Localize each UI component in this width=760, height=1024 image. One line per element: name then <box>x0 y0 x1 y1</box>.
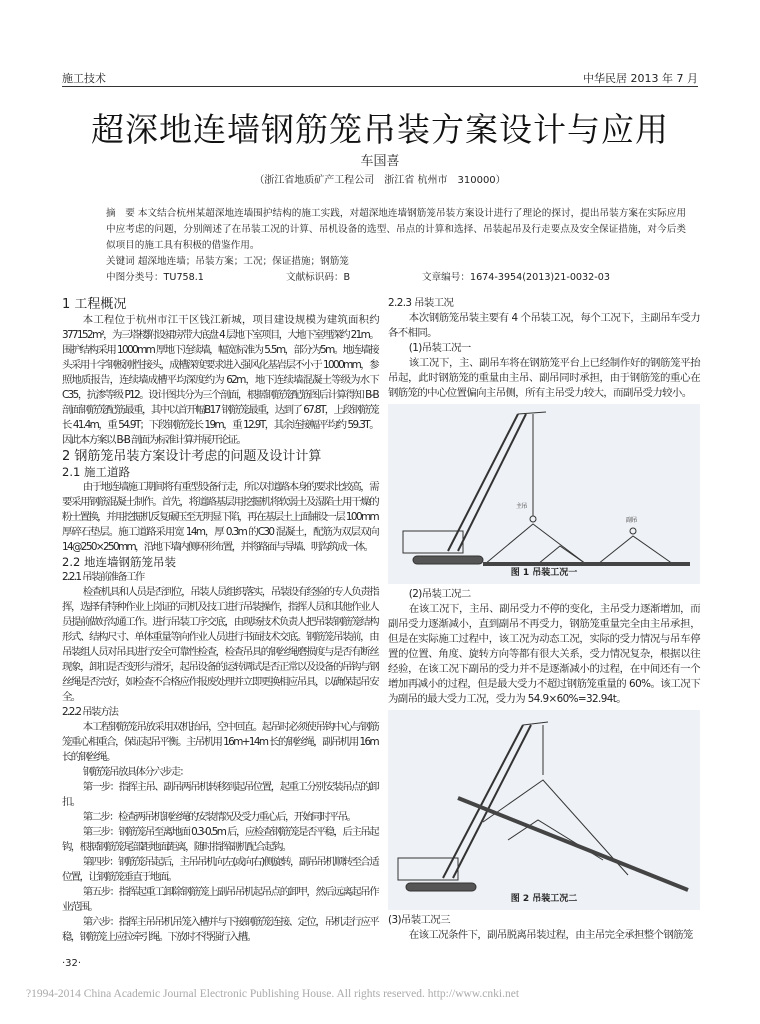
right-column <box>388 296 700 943</box>
abstract-block <box>86 206 686 286</box>
step-item: 第二步：检查两吊机钢丝绳的安装情况及受力重心后，开始同时平吊。 <box>82 811 356 823</box>
paragraph: 由于地连墙施工期间将有重型设备行走，所以对道路本身的要求比较高，需要采用钢筋混凝土制作。首先，将道路基层用挖掘机将软弱土及湿陷土用干燥的粉土置换，并用挖掘机反复碾压至无明显下陷，再在基层土上面铺设一层 100mm 厚碎石垫层。施工道路采用宽 14m，厚 0.3m 的C30 混凝土，配筋为双层双向 14@250×250mm，沿地下墙内侧环形布置，并将路面与导墙、明沟筑成一体。 <box>62 481 378 553</box>
step-item: 第三步：钢筋笼吊至离地面 0.3-0.5m 后，应检查钢筋笼是否平稳，后主吊起钩，根据钢筋笼尾部距地面距离，随时指挥副机配合起钩。 <box>62 826 378 853</box>
page-number: ·32· <box>62 958 82 969</box>
case-heading: (2)吊装工况二 <box>408 588 471 600</box>
section-heading: 1 工程概况 <box>62 297 127 312</box>
subsection-heading: 2.2 地连墙钢筋笼吊装 <box>62 555 176 569</box>
affiliation: （浙江省地质矿产工程公司 浙江省 杭州市 310000） <box>254 175 506 186</box>
subsection-heading: 2.1 施工道路 <box>62 465 130 479</box>
figure-2 <box>388 710 700 910</box>
running-header-section: 施工技术 <box>62 72 106 85</box>
case-heading: (3)吊装工况三 <box>388 914 450 926</box>
paragraph: 在该工况条件下，副吊脱离吊装过程，由主吊完全承担整个钢筋笼 <box>408 929 693 941</box>
section-heading: 2 钢筋笼吊装方案设计考虑的问题及设计计算 <box>62 449 322 464</box>
paper-title: 超深地连墙钢筋笼吊装方案设计与应用 <box>91 110 669 149</box>
crane-lifting-diagram-2 <box>388 710 700 910</box>
document-code: 文献标识码：B <box>286 272 351 283</box>
case-heading: (1)吊装工况一 <box>408 342 471 354</box>
subsubsection-heading: 2.2.1 吊装前准备工作 <box>62 571 144 583</box>
paragraph: 该工况下，主、副吊车将在钢筋笼平台上已经制作好的钢筋笼平抬吊起，此时钢筋笼的重量由主吊、副吊同时承担，由于钢筋笼的重心在钢筋笼的中心位置偏向主吊侧，所有主吊受力较大，而副吊受力较小。 <box>388 357 700 399</box>
abstract-text: 摘 要 本文结合杭州某超深地连墙围护结构的施工实践，对超深地连墙钢筋笼吊装方案设计进行了理论的探讨，提出吊装方案在实际应用中应考虑的问题，分别阐述了在吊装工况的计算、吊机设备的选型、吊点的计算和选择、吊装起吊及行走要点及安全保证措施，对今后类似项目的施工具有积极的借鉴作用。 <box>106 208 686 251</box>
aux-crane-label: 副吊 <box>626 517 637 524</box>
author: 车国喜 <box>360 154 400 169</box>
figure-caption: 图 2 吊装工况二 <box>510 894 578 904</box>
boom <box>448 414 518 551</box>
running-header-issue: 中华民居 2013 年 7 月 <box>583 72 698 85</box>
paragraph: 本次钢筋笼吊装主要有 4 个吊装工况，每个工况下，主副吊车受力各不相同。 <box>388 312 700 339</box>
paragraph: 检查机具和人员是否到位，吊装人员组织落实，吊装设有经验的专人负责指挥，选择有特种作业上岗证的司机及技工进行吊装操作，指挥人员和其他作业人员提前做好沟通工作。进行吊装工序交底，由现场技术负责人把吊装钢筋笼结构形式、结构尺寸、单体重量等向作业人员进行书面技术交底。钢筋笼吊装前，由吊装组人员对吊具进行安全可靠性检查，检查吊具的钢丝绳磨损度与是否有断丝现象，卸扣是否变形与滑牙，起吊设备的运转调试是否正常以及设备的吊钩与钢丝绳是否完好，如检查不合格应作报废处理并立即更换相应吊具，以确保起吊安全。 <box>62 586 378 703</box>
classification-line <box>86 270 686 286</box>
step-item: 第五步：指挥起重工卸除钢筋笼上副吊吊机起吊点的卸甲，然后远离起吊作业范围。 <box>62 886 378 913</box>
paragraph: 本工程钢筋笼吊放采用双机抬吊，空中回直。起吊时必须使吊钩中心与钢筋笼重心相重合，保证起吊平衡。主吊机用 16m+14m 长的钢丝绳，副吊机用 16m 长的钢丝绳。 <box>62 721 378 763</box>
paragraph: 在该工况下，主吊、副吊受力不停的变化，主吊受力逐渐增加，而副吊受力逐渐减小，直到副吊不再受力，钢筋笼重量完全由主吊承担，但是在实际施工过程中，该工况为动态工况，实际的受力情况与吊车停置的位置、角度、旋转方向等都有很大关系，受力情况复杂，根据以往经验，在该工况下副吊的受力并不是逐渐减小的过程，在中间还有一个增加再减小的过程，但是最大受力不超过钢筋笼重量的 60%。该工况下为副吊的最大受力工况，受力为 54.9×60%=32.94t。 <box>388 603 700 705</box>
paragraph: 本工程位于杭州市江干区钱江新城，项目建设规模为建筑面积约377152m²，为三塔楼附设裙房带大底盘 4 层地下室项目，大地下室埋深约 21m。围护结构采用 1000mm 厚地下连续墙，幅宽标准为 5.5m，部分为5m。地连墙接头采用十字钢板刚性接头，成槽深度要求进入强风化基岩层不小于 1000mm，参照地质报告，连续墙成槽平均深度约为 62m，地下连续墙混凝土等级为水下 C35，抗渗等级 P12。设计图共分为三个剖面，根据钢筋笼配筋图后计算得知 B-B 剖面钢筋笼配筋最重，其中以首开幅B17 钢筋笼最重，达到了 67.8T，上段钢筋笼长 41.4m，重 54.9T；下段钢筋笼长 19m，重 12.9T，其余连接幅平均约 59.3T。因此本方案以 B-B 剖面为标准计算并展开论证。 <box>62 314 378 446</box>
article-number: 文章编号：1674-3954(2013)21-0032-03 <box>422 272 610 283</box>
figure-caption: 图 1 吊装工况一 <box>510 568 578 578</box>
figure-1 <box>388 404 700 584</box>
copyright-footer: ?1994-2014 China Academic Journal Electronic Publishing House. All rights reserved. http://www.cnki.net <box>26 988 520 1000</box>
subsubsection-heading: 2.2.3 吊装工况 <box>388 297 454 309</box>
step-item: 第六步：指挥主吊吊机吊笼入槽并与下接钢筋笼连接、定位，吊机走行应平稳，钢筋笼上应拉牵引绳。下放时不得强行入槽。 <box>62 916 378 943</box>
subsubsection-heading: 2.2.2 吊装方法 <box>62 706 118 718</box>
left-column <box>62 296 378 945</box>
crane-body <box>403 531 463 553</box>
clc-number: 中图分类号：TU758.1 <box>106 272 204 283</box>
paragraph: 钢筋笼吊放具体分六步走： <box>82 766 189 778</box>
rebar-cage <box>458 798 688 890</box>
keywords <box>86 254 686 270</box>
header-rule <box>62 86 698 87</box>
keywords-text: 关键词 超深地连墙；吊装方案；工况；保证措施；钢筋笼 <box>106 256 349 267</box>
crane-lifting-diagram-1 <box>388 404 700 584</box>
main-crane-label: 主吊 <box>516 503 527 510</box>
step-item: 第四步：钢筋笼吊起后，主吊吊机向左(或向右)侧旋转，副吊吊机顺转至合适位置，让钢筋笼垂直于地面。 <box>62 856 378 883</box>
crawler-track <box>413 556 483 564</box>
step-item: 第一步：指挥主吊、副吊两吊机转移到起吊位置，起重工分别安装吊点的卸扣。 <box>62 781 378 808</box>
